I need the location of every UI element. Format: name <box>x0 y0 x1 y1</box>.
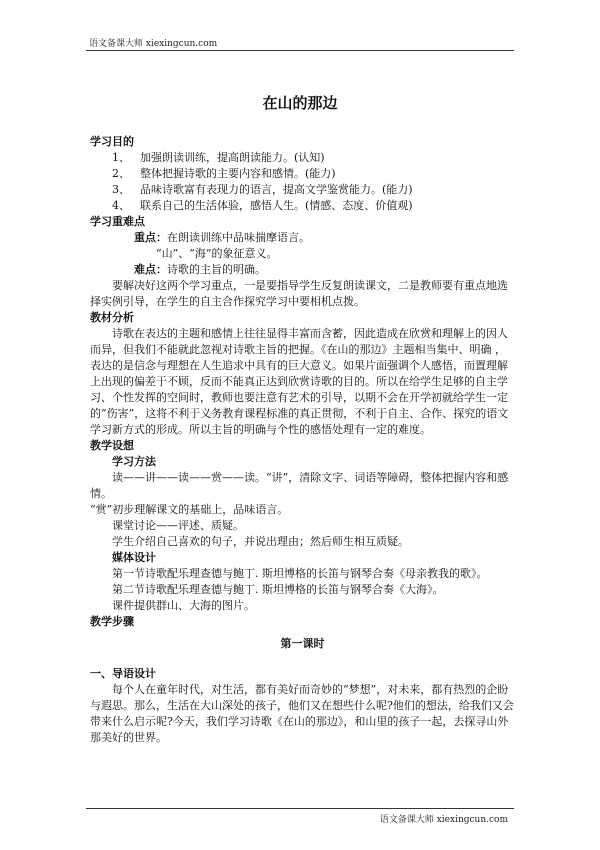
objective-item <box>90 198 515 214</box>
difficulty-text: 诗歌的主旨的明确。 <box>167 263 266 276</box>
method-line: 课堂讨论——评述、质疑。 <box>112 519 244 532</box>
design-heading: 教学设想 <box>90 439 134 452</box>
media-line: 课件提供群山、大海的图片。 <box>112 599 255 612</box>
focus-line-2: “山”、“海”的象征意义。 <box>156 247 278 260</box>
objectives-heading: 学习目的 <box>90 135 134 148</box>
page-footer: 语文备课大师 xiexingcun.com <box>379 815 508 825</box>
method-line: “赏”初步理解课文的基础上，品味语言。 <box>90 503 289 516</box>
document-title: 在山的那边 <box>262 94 338 112</box>
key-points-heading: 学习重难点 <box>90 215 145 228</box>
solution-paragraph: 要解决好这两个学习重点，一是要指导学生反复朗读课文，二是教师要有重点地选择实例引导，在学生的自主合作探究学习中要相机点拨。 <box>90 279 508 308</box>
focus-label: 重点： <box>134 231 167 244</box>
objective-number: 2、 <box>112 167 130 180</box>
objective-item <box>90 166 515 182</box>
lesson-title: 第一课时 <box>280 637 325 650</box>
header-divider <box>86 50 514 51</box>
media-line: 第二节诗歌配乐理查德与鲍丁. 斯坦博格的长笛与钢琴合奏《大海》。 <box>112 583 444 596</box>
objective-item <box>90 150 515 166</box>
objective-text: 品味诗歌富有表现力的语言，提高文学鉴赏能力。(能力) <box>140 183 413 196</box>
objective-text: 整体把握诗歌的主要内容和感情。(能力) <box>140 167 336 180</box>
method-heading: 学习方法 <box>112 455 156 468</box>
page-header: 语文备课大师 xiexingcun.com <box>89 39 218 49</box>
method-line: 读——讲——读——赏——读。“讲”，清除文字、词语等障碍，整体把握内容和感情。 <box>90 471 509 500</box>
media-heading: 媒体设计 <box>112 551 156 564</box>
objective-number: 1、 <box>112 151 130 164</box>
analysis-paragraph: 诗歌在表达的主题和感情上往往显得丰富而含蓄，因此造成在欣赏和理解上的因人而异，但我们不能就此忽视对诗歌主旨的把握。《在山的那边》主题相当集中、明确 ，表达的是信念与理想在人生追求中具有的巨大意义。如果片面强调个人感悟，而置理解上出现的偏差于不顾，反而不能真正达到欣赏诗歌的目的。所以在给学生足够的自主学习、个性发挥的空间时，教师也要注意有艺术的引导，以期不会在开学初就给学生一定的“伤害”，这将不利于义务教育课程标准的真正贯彻，不利于自主、合作、探究的语文学习新方式的形成。所以主旨的明确与个性的感悟处理有一定的难度。 <box>90 327 509 436</box>
method-line: 学生介绍自己喜欢的句子，并说出理由；然后师生相互质疑。 <box>112 535 409 548</box>
objective-number: 3、 <box>112 183 130 196</box>
difficulty-line <box>90 262 515 278</box>
media-line: 第一节诗歌配乐理查德与鲍丁. 斯坦博格的长笛与钢琴合奏《母亲教我的歌》。 <box>112 567 488 580</box>
objective-text: 加强朗读训练，提高朗读能力。(认知) <box>140 151 325 164</box>
difficulty-label: 难点： <box>134 263 167 276</box>
intro-paragraph: 每个人在童年时代，对生活，都有美好而奇妙的“梦想”，对未来，都有热烈的企盼与遐思。那么，生活在大山深处的孩子，他们又在想些什么呢?他们的想法，给我们又会带来什么启示呢?今天，我们学习诗歌《在山的那边》，和山里的孩子一起，去探寻山外那美好的世界。 <box>90 683 514 744</box>
analysis-heading: 教材分析 <box>90 311 134 324</box>
objective-number: 4、 <box>112 199 130 212</box>
intro-heading: 一、导语设计 <box>90 667 156 680</box>
document-body <box>90 134 515 746</box>
steps-heading: 教学步骤 <box>90 615 134 628</box>
objective-item <box>90 182 515 198</box>
footer-divider <box>86 808 514 809</box>
objective-text: 联系自己的生活体验，感悟人生。(情感、态度、价值观) <box>140 199 413 212</box>
focus-text: 在朗读训练中品味揣摩语言。 <box>167 231 310 244</box>
focus-line <box>90 230 515 246</box>
